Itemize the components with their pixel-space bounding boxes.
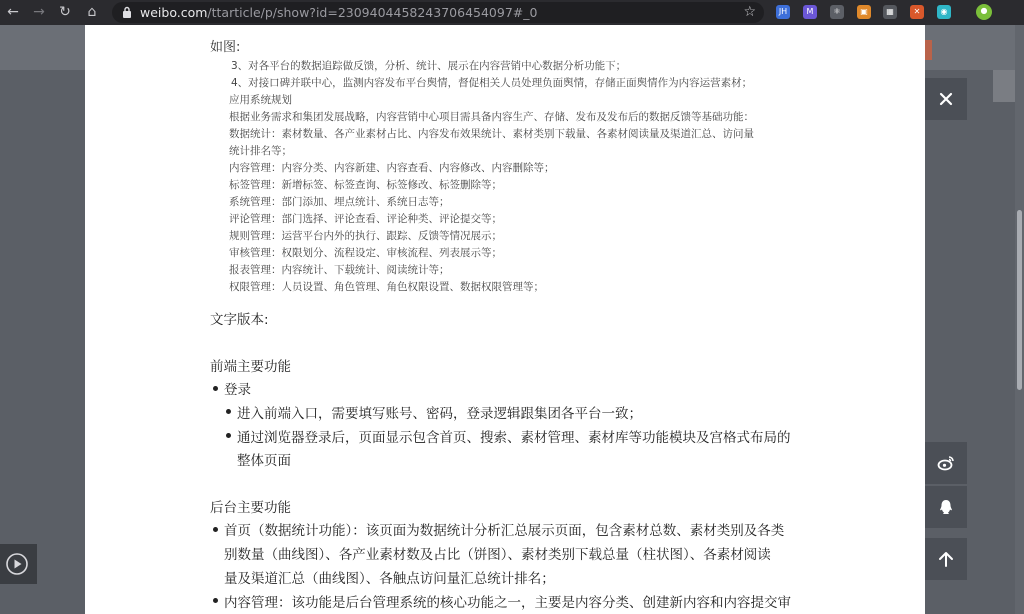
bullet-dot (213, 527, 218, 532)
home-icon[interactable]: ⌂ (87, 4, 97, 20)
share-weibo-button[interactable] (925, 442, 967, 484)
login-sub-item: 通过浏览器登录后，页面显示包含首页、搜索、素材管理、素材库等功能模块及宫格式布局的 (237, 430, 791, 446)
close-icon (936, 89, 956, 109)
home-item: 首页（数据统计功能）：该页面为数据统计分析汇总展示页面，包含素材总数、素材类别及各类 (224, 523, 785, 539)
video-play-button[interactable] (0, 544, 37, 584)
image-text-line: 应用系统规划 (229, 94, 292, 106)
text-version-label: 文字版本: (210, 312, 269, 328)
profile-avatar-icon[interactable]: ● (976, 4, 992, 20)
qq-penguin-icon (936, 497, 956, 517)
back-to-top-button[interactable] (925, 538, 967, 580)
backend-heading: 后台主要功能 (210, 500, 291, 516)
react-extension-icon[interactable]: ⚛ (830, 5, 844, 19)
bullet-dot (213, 386, 218, 391)
image-text-line: 内容管理：内容分类、内容新建、内容查看、内容修改、内容删除等； (229, 162, 555, 174)
bullet-dot (226, 433, 231, 438)
article-panel (85, 25, 925, 614)
weibo-icon (936, 453, 956, 473)
close-button[interactable] (925, 78, 967, 120)
frontend-heading: 前端主要功能 (210, 359, 291, 375)
image-text-line: 权限管理：人员设置、角色管理、角色权限设置、数据权限管理等； (229, 281, 544, 293)
url-text: weibo.com/ttarticle/p/show?id=2309404458243706454097#_0 (140, 5, 538, 20)
home-item-cont: 量及渠道汇总（曲线图）、各触点访问量汇总统计排名； (224, 571, 555, 587)
login-sub-item: 进入前端入口，需要填写账号、密码，登录逻辑跟集团各平台一致； (237, 406, 642, 422)
left-overlay-band (0, 70, 85, 614)
share-qq-button[interactable] (925, 486, 967, 528)
bookmark-star-icon[interactable]: ☆ (743, 4, 756, 20)
image-text-line: 评论管理：部门选择、评论查看、评论种类、评论提交等； (229, 213, 502, 225)
home-item-cont: 别数量（曲线图）、各产业素材数及占比（饼图）、素材类别下载总量（柱状图）、各素材阅读 (224, 547, 771, 563)
qr-extension-icon[interactable]: ▦ (883, 5, 897, 19)
corner-decoration (993, 70, 1015, 102)
orange-extension-icon[interactable]: ▣ (857, 5, 871, 19)
image-text-line: 报表管理：内容统计、下载统计、阅读统计等； (229, 264, 450, 276)
ru-tu-label: 如图: (210, 40, 241, 55)
image-text-line: 规则管理：运营平台内外的执行、跟踪、反馈等情况展示； (229, 230, 502, 242)
image-text-line: 数据统计：素材数量、各产业素材占比、内容发布效果统计、素材类别下载量、各素材阅读量及渠道汇总、访问量 (229, 128, 754, 140)
image-text-line: 标签管理：新增标签、标签查询、标签修改、标签删除等； (229, 179, 502, 191)
article-image (215, 58, 815, 298)
bullet-dot (213, 598, 218, 603)
login-item: 登录 (224, 382, 251, 398)
image-text-line: 根据业务需求和集团发展战略，内容营销中心项目需具备内容生产、存储、发布及发布后的数据反馈等基础功能： (229, 111, 754, 123)
lock-icon (122, 6, 132, 18)
image-text-line: 系统管理：部门添加、埋点统计、系统日志等； (229, 196, 450, 208)
content-mgmt-item: 内容管理：该功能是后台管理系统的核心功能之一，主要是内容分类、创建新内容和内容提交审 (224, 595, 791, 611)
back-arrow-icon[interactable]: ← (7, 4, 19, 20)
image-text-line: 4、对接口碑并联中心，监测内容发布平台舆情，督促相关人员处理负面舆情，存储正面舆情作为内容运营素材； (231, 77, 753, 89)
mobile-extension-icon[interactable]: M (803, 5, 817, 19)
browser-toolbar (0, 0, 1024, 25)
forward-arrow-icon[interactable]: → (33, 4, 45, 20)
jh-extension-icon[interactable]: JH (776, 5, 790, 19)
right-overlay-band (925, 70, 1024, 614)
login-sub-item-cont: 整体页面 (237, 453, 291, 469)
page-scrollbar-thumb[interactable] (1017, 210, 1022, 390)
image-text-line: 审核管理：权限划分、流程设定、审核流程、列表展示等； (229, 247, 502, 259)
play-icon (6, 553, 28, 575)
image-text-line: 3、对各平台的数据追踪做反馈，分析、统计、展示在内容营销中心数据分析功能下； (231, 60, 627, 72)
address-bar[interactable] (112, 2, 764, 23)
teal-extension-icon[interactable]: ◉ (937, 5, 951, 19)
arrow-up-icon (936, 549, 956, 569)
image-text-line: 统计排名等； (229, 145, 292, 157)
bullet-dot (226, 409, 231, 414)
reload-icon[interactable]: ↻ (59, 4, 71, 20)
red-extension-icon[interactable]: ✕ (910, 5, 924, 19)
